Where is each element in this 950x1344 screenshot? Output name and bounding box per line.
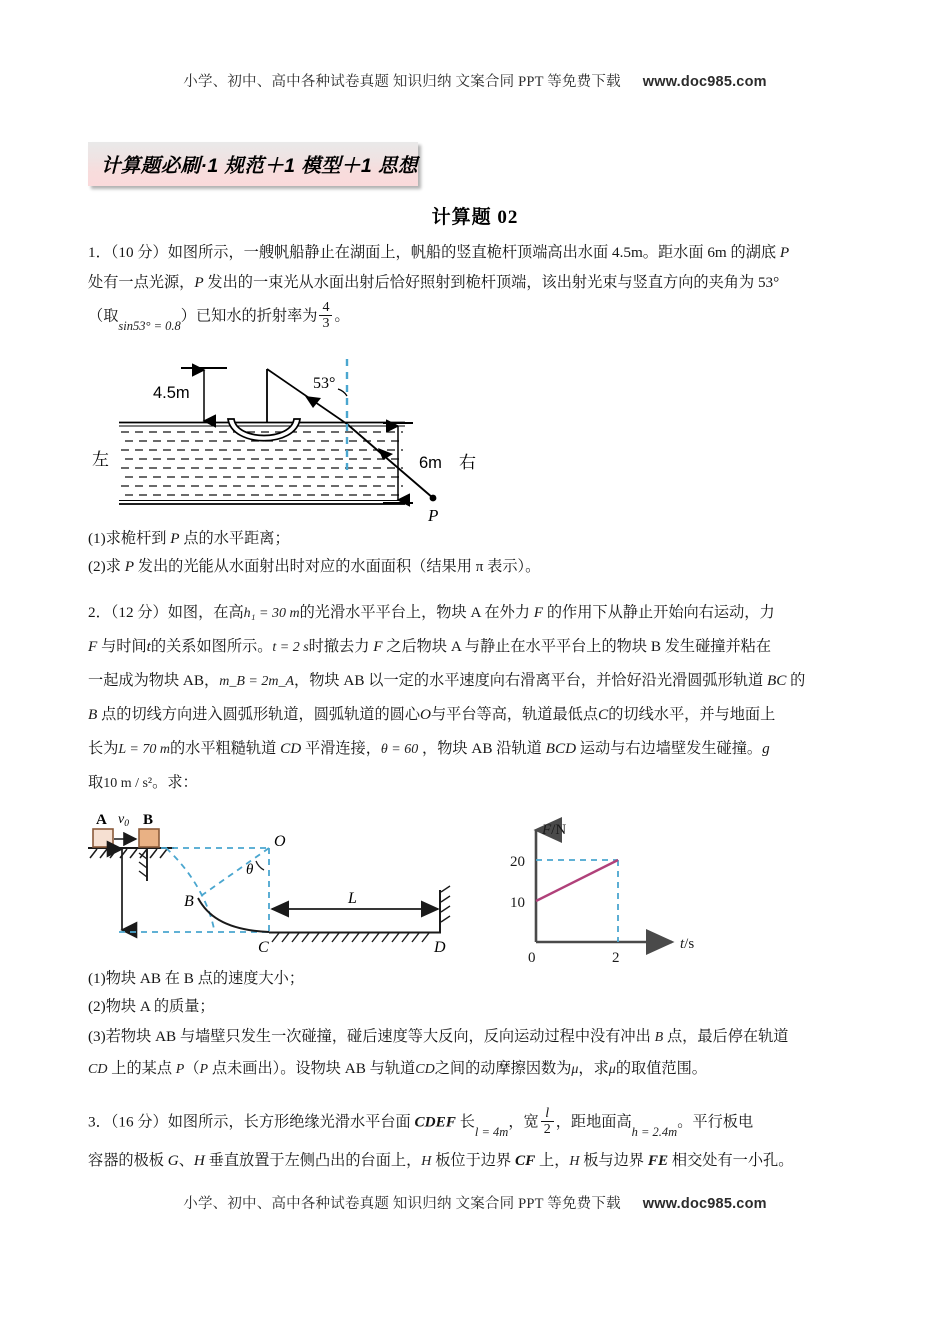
point-source-label: P [428,506,439,525]
page-title: 计算题 02 [431,207,519,228]
block-b-label: B [143,812,154,828]
x-tick-0: 0 [528,950,536,966]
watermark-text: 小学、初中、高中各种试卷真题 知识归纳 文案合同 PPT 等免费下载 [183,74,621,90]
y-axis-label: F/N [542,822,567,838]
problem-2-line-2: F 与时间t的关系如图所示。t = 2 s时撤去力 F 之后物块 A 与静止在水平平台上的物块 B 发生碰撞并粘在 [88,638,772,655]
x-axis-label: t/s [680,936,695,952]
block-a [93,829,113,847]
block-b [139,829,159,847]
theta-arc [256,861,264,870]
problem-2-sub-3-line-1: (3)若物块 AB 与墙壁只发生一次碰撞，碰后速度等大反向，反向运动过程中没有冲出 B 点，最后停在轨道 [88,1028,789,1045]
problem-2-line-1: 2．（12 分）如图，在高h₁ = 30 m的光滑水平平台上，物块 A 在外力 F 的作用下从静止开始向右运动，力 [88,604,775,621]
footer-watermark-site: www.doc985.com [642,1196,767,1212]
sin53-value: sin53° = 0.8 [118,318,181,333]
force-time-svg [500,812,720,966]
wall-hatching [441,886,450,922]
section-banner [88,142,418,186]
y-tick-10: 10 [510,895,525,911]
angle-arc [338,389,347,396]
ray-arrow-upper [305,396,321,408]
problem-3-line-2: 容器的极板 G、H 垂直放置于左侧凸出的台面上，H 板位于边界 CF 上，H 板与边界 FE 相交处有一小孔。 [88,1152,794,1169]
low-point-c-label: C [258,939,269,956]
length-label: L [348,890,357,907]
problem-2-sub-1: (1)物块 AB 在 B 点的速度大小； [88,970,305,987]
depth-label: 6m [419,454,442,472]
ground-hatching [272,933,429,942]
x-tick-2: 2 [612,950,620,966]
problem-1-sub-2: (2)求 P 发出的光能从水面射出时对应的水面面积（结果用 π 表示）。 [88,558,541,575]
gravity-value: 10 m / s² [103,776,153,791]
height-h-value: h = 2.4m [631,1124,678,1139]
chart-guides [536,860,618,942]
footer-watermark-text: 小学、初中、高中各种试卷真题 知识归纳 文案合同 PPT 等免费下载 [183,1196,621,1212]
header-watermark [0,70,950,91]
block-a-label: A [96,812,107,828]
mass-relation: m_B = 2m_A [219,674,294,689]
section-banner-label: 计算题必刷·1 规范＋1 模型＋1 思想 [101,155,418,177]
force-series-line [536,860,618,901]
center-label: O [274,833,286,850]
boat-refraction-figure [92,348,515,528]
height-label: 4.5m [153,384,190,402]
time-value: t = 2 s [272,640,309,655]
boat-refraction-svg [92,348,515,528]
problem-1-line-1: 1．（10 分）如图所示，一艘帆船静止在湖面上，帆船的竖直桅杆顶端高出水面 4.5m。距水面 6m 的湖底 P [88,244,790,261]
force-time-chart [500,812,720,966]
left-label: 左 [92,450,109,469]
arc-point-b-label: B [184,893,194,910]
refractive-index-fraction: $\frac{4}{3}$ [319,300,332,331]
height-h1-value: h₁ = 30 m [243,606,300,621]
problem-2-line-5: 长为L = 70 m的水平粗糙轨道 CD 平滑连接，θ = 60 ，物块 AB 沿轨道 BCD 运动与右边墙壁发生碰撞。g [88,740,770,757]
theta-label: θ [246,862,254,878]
length-l-value: l = 4m [474,1124,509,1139]
y-tick-20: 20 [510,854,525,870]
width-fraction: $\frac{l}{2}$ [541,1106,554,1137]
problem-1-line-2: 处有一点光源，P 发出的一束光从水面出射后恰好照射到桅杆顶端，该出射光束与竖直方向的夹角为 53° [88,274,780,291]
watermark-site: www.doc985.com [642,74,767,90]
problem-2-sub-2: (2)物块 A 的质量； [88,998,215,1015]
block-track-svg [86,806,486,964]
velocity-label: $v_0$ [118,812,129,829]
problem-2-line-3: 一起成为物块 AB，m_B = 2m_A，物块 AB 以一定的水平速度向右滑离平台，并恰好沿光滑圆弧形轨道 BC 的 [88,672,806,689]
point-source-dot [430,495,437,502]
right-label: 右 [459,453,476,472]
arc-track-bc [198,898,269,932]
theta-value: θ = 60 [380,742,419,757]
problem-2-line-4: B 点的切线方向进入圆弧形轨道，圆弧轨道的圆心O与平台等高，轨道最低点C的切线水平，并与地面上 [88,706,776,723]
wall-point-d-label: D [434,939,446,956]
problem-1-line-3: （取sin53° = 0.8）已知水的折射率为 $\frac{4}{3}$ 。 [88,300,350,341]
footer-watermark [0,1192,950,1213]
problem-2-line-6: 取10 m / s²。求： [88,774,198,791]
construction-dashes [119,848,269,932]
angle-label: 53° [313,375,336,392]
block-track-figure [86,806,486,964]
track-length-value: L = 70 m [118,742,170,757]
problem-3-line-1: 3．（16 分）如图所示，长方形绝缘光滑水平台面 CDEF 长l = 4m，宽 $\frac{l}{2}$ ，距地面高h = 2.4m。平行板电 [88,1106,753,1147]
problem-2-sub-3-line-2: CD 上的某点 P（P 点未画出）。设物块 AB 与轨道CD之间的动摩擦因数为μ，求μ的取值范围。 [88,1060,707,1077]
problem-1-sub-1: (1)求桅杆到 P 点的水平距离； [88,530,290,547]
platform-hatching [90,849,167,858]
